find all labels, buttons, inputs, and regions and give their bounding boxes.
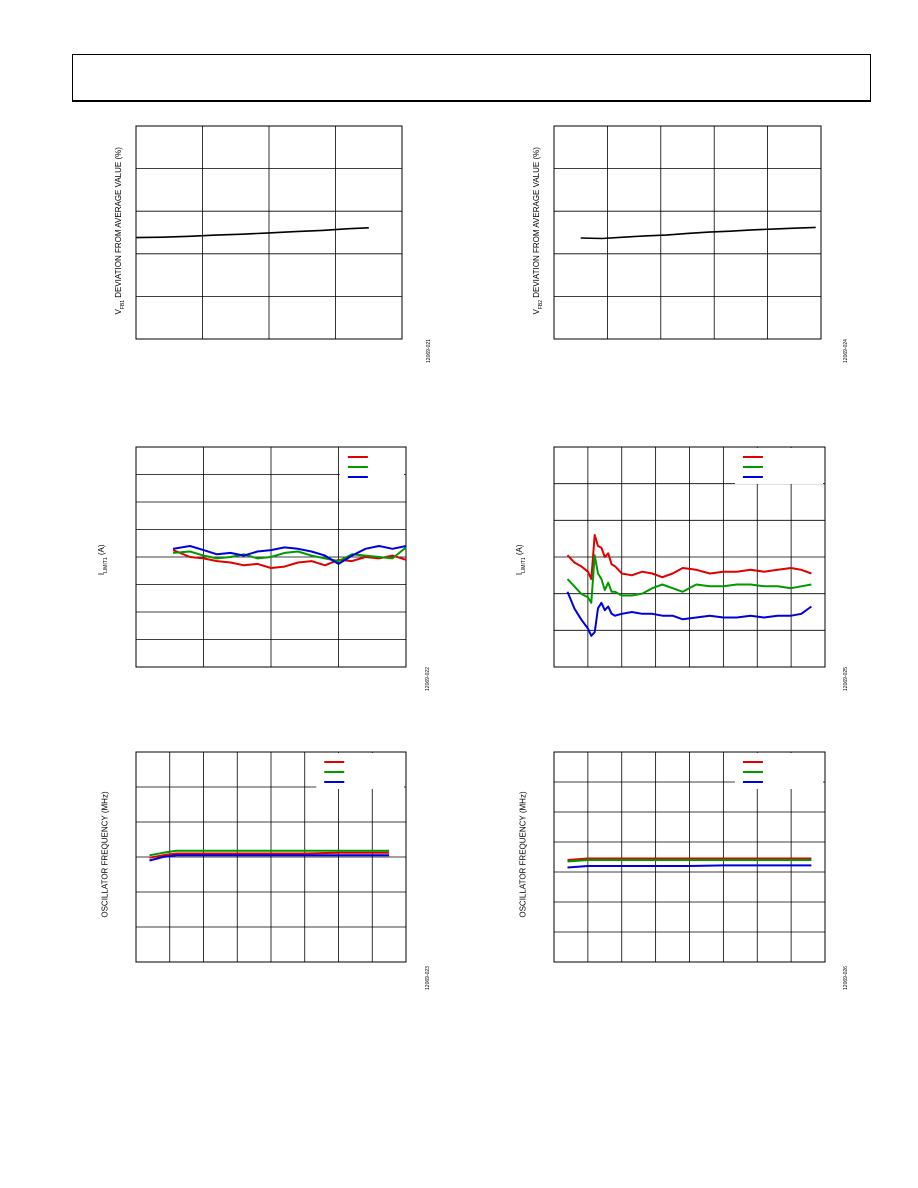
- figure-id: 12069-026: [843, 966, 849, 990]
- y-axis-label: OSCILLATOR FREQUENCY (MHz): [518, 791, 528, 918]
- y-axis-label: $V_{FB2}$ DEVIATION FROM AVERAGE VALUE (%): [532, 147, 544, 315]
- chart-ilimit1-right: [514, 440, 854, 710]
- page-header-box: [72, 54, 871, 102]
- figure-id: 12069-025: [843, 667, 849, 691]
- chart-oscillator-right: [514, 745, 854, 1005]
- chart-oscillator-left: [96, 745, 436, 1005]
- figure-id: 12069-021: [426, 339, 432, 363]
- y-axis-label: OSCILLATOR FREQUENCY (MHz): [100, 791, 110, 918]
- series-line: [136, 228, 369, 238]
- figure-id: 12069-022: [425, 667, 431, 691]
- series-line: [173, 546, 406, 564]
- plot-svg: [514, 120, 823, 341]
- plot-svg: [514, 440, 827, 669]
- plot-frame: [554, 126, 821, 339]
- chart-vfb1-deviation: [96, 120, 436, 380]
- y-axis-label: $I_{LIMIT1}$ (A): [97, 544, 109, 576]
- plot-svg: [96, 745, 408, 964]
- y-axis-label: $V_{FB1}$ DEVIATION FROM AVERAGE VALUE (%): [114, 147, 126, 315]
- chart-vfb2-deviation: [514, 120, 854, 380]
- plot-svg: [96, 120, 404, 341]
- figure-id: 12069-023: [425, 966, 431, 990]
- series-line: [581, 227, 816, 238]
- y-axis-label: $I_{LIMIT1}$ (A): [515, 544, 527, 576]
- series-line: [150, 855, 390, 860]
- plot-svg: [96, 440, 408, 669]
- figure-id: 12069-024: [843, 339, 849, 363]
- chart-ilimit1-left: [96, 440, 436, 710]
- plot-svg: [514, 745, 827, 964]
